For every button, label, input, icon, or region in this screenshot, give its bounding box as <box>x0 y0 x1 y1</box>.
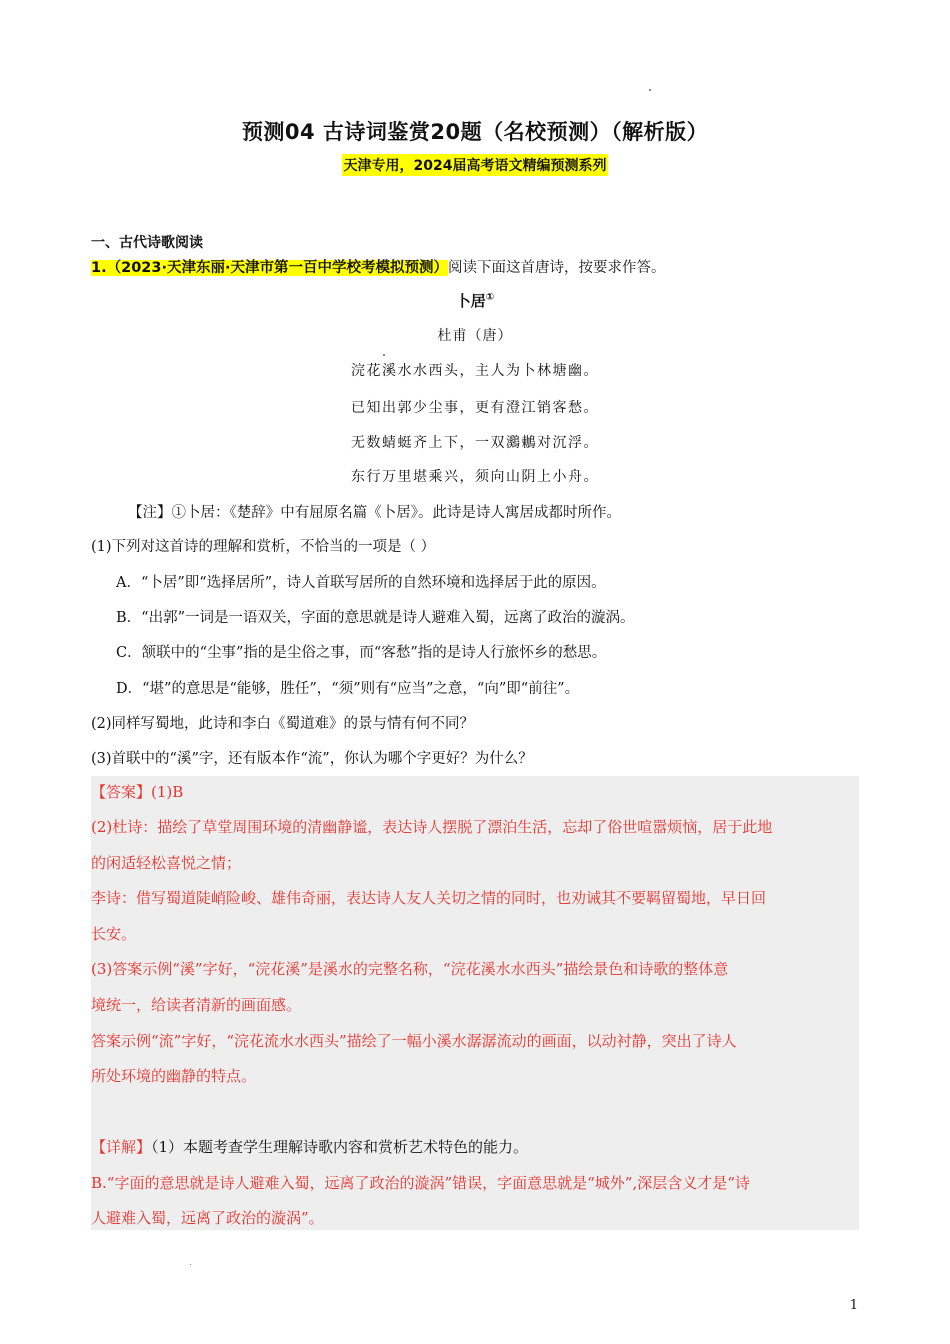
poem-title-text: 卜居 <box>455 292 486 310</box>
question-prompt: 阅读下面这首唐诗，按要求作答。 <box>447 260 666 276</box>
option-b: B．“出郭”一词是一语双关，字面的意思就是诗人避难入蜀，远离了政治的漩涡。 <box>116 610 635 626</box>
sub-question-1: (1)下列对这首诗的理解和赏析，不恰当的一项是（ ） <box>91 539 436 555</box>
poem-title <box>0 290 950 311</box>
answer-line: 所处环境的幽静的特点。 <box>91 1067 257 1085</box>
subtitle-wrap <box>0 154 950 176</box>
option-c: C．颔联中的“尘事”指的是尘俗之事，而“客愁”指的是诗人行旅怀乡的愁思。 <box>116 645 607 661</box>
question-number: 1. <box>91 260 107 276</box>
page-number: 1 <box>849 1298 858 1313</box>
page-title: 预测04 古诗词鉴赏20题（名校预测）（解析版） <box>241 120 709 144</box>
sub-question-2: (2)同样写蜀地，此诗和李白《蜀道难》的景与情有何不同？ <box>91 716 475 732</box>
answer-label: 【答案】 <box>91 783 152 801</box>
poem-line: 无数蜻蜓齐上下，一双鸂鶒对沉浮。 <box>351 435 599 451</box>
option-d: D．“堪”的意思是“能够，胜任”，“须”则有“应当”之意，“向”即“前往”。 <box>116 681 580 697</box>
answer-1: (1)B <box>151 783 184 801</box>
question-source: （2023·天津东丽·天津市第一百中学校考模拟预测） <box>106 260 448 276</box>
question-line <box>91 256 665 277</box>
answer-line: 答案示例“流”字好，“浣花流水水西头”描绘了一幅小溪水潺潺流动的画面，以动衬静，突出了诗人 <box>91 1032 737 1050</box>
subtitle: 天津专用，2024届高考语文精编预测系列 <box>342 154 609 176</box>
analysis-intro: （1）本题考查学生理解诗歌内容和赏析艺术特色的能力。 <box>151 1138 529 1156</box>
poem-note: 【注】①卜居：《楚辞》中有屈原名篇《卜居》。此诗是诗人寓居成都时所作。 <box>128 505 621 521</box>
section-heading: 一、古代诗歌阅读 <box>91 235 203 251</box>
answer-line: (2)杜诗：描绘了草堂周围环境的清幽静谧，表达诗人摆脱了漂泊生活，忘却了俗世喧嚣烦恼，居于此地 <box>91 818 773 836</box>
poem-line: 东行万里堪乘兴，须向山阴上小舟。 <box>351 469 599 485</box>
answer-label-line <box>91 781 183 802</box>
option-a: A．“卜居”即“选择居所”，诗人首联写居所的自然环境和选择居于此的原因。 <box>116 575 606 591</box>
analysis-label-line <box>91 1136 528 1157</box>
scan-dot-top <box>649 89 651 91</box>
answer-line: 李诗：借写蜀道陡峭险峻、雄伟奇丽，表达诗人友人关切之情的同时，也劝诫其不要羁留蜀地，早日回 <box>91 889 767 907</box>
answer-line: 长安。 <box>91 925 137 943</box>
analysis-line: 人避难入蜀，远离了政治的漩涡”。 <box>91 1209 324 1227</box>
analysis-line: B.“字面的意思就是诗人避难入蜀，远离了政治的漩涡”错误，字面意思就是“城外”,深层含义才是“诗 <box>91 1174 750 1192</box>
scan-dot-bottom <box>190 1264 191 1265</box>
poem-line: 已知出郭少尘事，更有澄江销客愁。 <box>351 400 599 416</box>
emphasis-dot <box>383 354 385 356</box>
answer-line: (3)答案示例“溪”字好，“浣花溪”是溪水的完整名称，“浣花溪水水西头”描绘景色和诗歌的整体意 <box>91 960 729 978</box>
answer-line: 的闲适轻松喜悦之情； <box>91 854 242 872</box>
sub-question-3: (3)首联中的“溪”字，还有版本作“流”，你认为哪个字更好？为什么？ <box>91 751 533 767</box>
answer-line: 境统一，给读者清新的画面感。 <box>91 996 302 1014</box>
analysis-label: 【详解】 <box>91 1138 152 1156</box>
poem-note-mark: ① <box>485 292 495 303</box>
poem-author: 杜甫（唐） <box>437 328 513 344</box>
poem-line: 浣花溪水水西头，主人为卜林塘幽。 <box>351 363 599 379</box>
